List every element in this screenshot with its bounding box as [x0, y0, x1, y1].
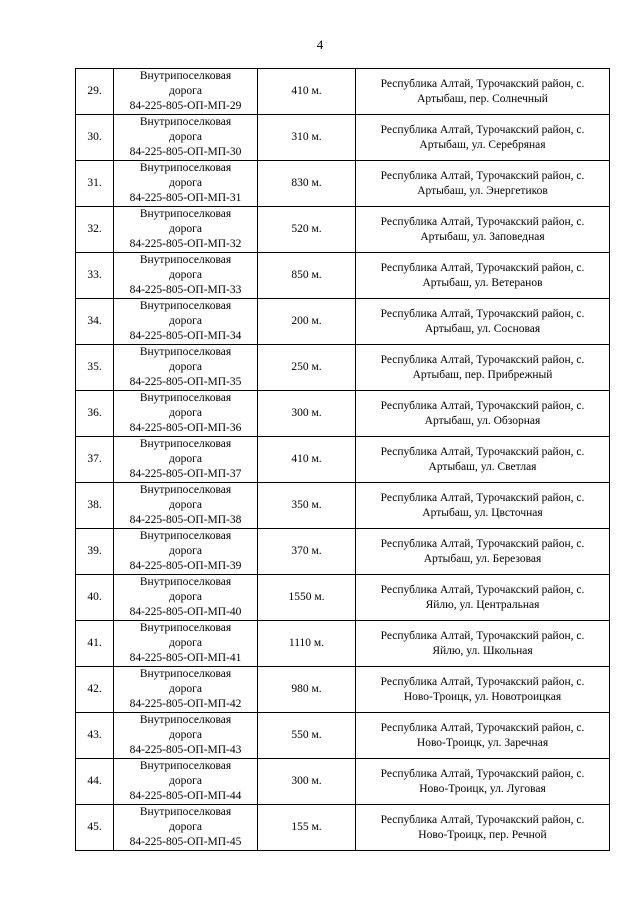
- table-row: [76, 483, 610, 529]
- road-code: 84-225-805-ОП-МП-36: [129, 422, 242, 434]
- table-row: [76, 713, 610, 759]
- road-address-cell: [356, 667, 610, 713]
- table-row: [76, 575, 610, 621]
- road-name-cell: [114, 299, 258, 345]
- row-number: 29.: [76, 69, 114, 115]
- road-length: 350 м.: [258, 483, 356, 529]
- address-line-1: Республика Алтай, Турочакский район, с.: [380, 307, 585, 320]
- road-length: 1110 м.: [258, 621, 356, 667]
- address-line-1: Республика Алтай, Турочакский район, с.: [380, 77, 585, 90]
- road-name-cell: [114, 529, 258, 575]
- table-row: [76, 299, 610, 345]
- address-line-1: Республика Алтай, Турочакский район, с.: [380, 261, 585, 274]
- table-row: [76, 621, 610, 667]
- road-length: 300 м.: [258, 759, 356, 805]
- road-code: 84-225-805-ОП-МП-44: [129, 790, 242, 802]
- road-type: Внутрипоселковая: [139, 70, 232, 82]
- road-code: 84-225-805-ОП-МП-37: [129, 468, 242, 480]
- road-code: 84-225-805-ОП-МП-45: [129, 836, 242, 848]
- road-type: Внутрипоселковая: [139, 254, 232, 266]
- road-name-cell: [114, 345, 258, 391]
- address-line-2: Яйлю, ул. Центральная: [425, 598, 540, 611]
- row-number: 41.: [76, 621, 114, 667]
- address-line-2: Артыбаш, ул. Серебряная: [419, 138, 546, 151]
- road-code: 84-225-805-ОП-МП-30: [129, 146, 242, 158]
- road-type: Внутрипоселковая: [139, 116, 232, 128]
- road-word: дорога: [169, 775, 202, 787]
- road-word: дорога: [169, 269, 202, 281]
- road-name-cell: [114, 115, 258, 161]
- row-number: 30.: [76, 115, 114, 161]
- road-address-cell: [356, 345, 610, 391]
- road-word: дорога: [169, 637, 202, 649]
- road-type: Внутрипоселковая: [139, 806, 232, 818]
- address-line-1: Республика Алтай, Турочакский район, с.: [380, 491, 585, 504]
- road-name-cell: [114, 713, 258, 759]
- road-length: 155 м.: [258, 805, 356, 851]
- row-number: 33.: [76, 253, 114, 299]
- road-length: 410 м.: [258, 437, 356, 483]
- road-word: дорога: [169, 821, 202, 833]
- address-line-1: Республика Алтай, Турочакский район, с.: [380, 399, 585, 412]
- table-row: [76, 437, 610, 483]
- row-number: 44.: [76, 759, 114, 805]
- address-line-2: Артыбаш, ул. Светлая: [428, 460, 537, 473]
- road-address-cell: [356, 437, 610, 483]
- row-number: 37.: [76, 437, 114, 483]
- row-number: 36.: [76, 391, 114, 437]
- row-number: 45.: [76, 805, 114, 851]
- address-line-1: Республика Алтай, Турочакский район, с.: [380, 767, 585, 780]
- row-number: 43.: [76, 713, 114, 759]
- road-word: дорога: [169, 407, 202, 419]
- address-line-2: Артыбаш, ул. Березовая: [423, 552, 542, 565]
- address-line-2: Артыбаш, ул. Сосновая: [424, 322, 541, 335]
- row-number: 38.: [76, 483, 114, 529]
- road-length: 550 м.: [258, 713, 356, 759]
- road-type: Внутрипоселковая: [139, 760, 232, 772]
- road-address-cell: [356, 529, 610, 575]
- table-row: [76, 759, 610, 805]
- road-code: 84-225-805-ОП-МП-31: [129, 192, 242, 204]
- road-code: 84-225-805-ОП-МП-40: [129, 606, 242, 618]
- address-line-1: Республика Алтай, Турочакский район, с.: [380, 169, 585, 182]
- road-type: Внутрипоселковая: [139, 714, 232, 726]
- table-row: [76, 805, 610, 851]
- road-name-cell: [114, 805, 258, 851]
- address-line-2: Артыбаш, ул. Цвсточная: [422, 506, 543, 519]
- road-word: дорога: [169, 131, 202, 143]
- road-length: 200 м.: [258, 299, 356, 345]
- road-address-cell: [356, 621, 610, 667]
- road-length: 410 м.: [258, 69, 356, 115]
- table-row: [76, 115, 610, 161]
- row-number: 34.: [76, 299, 114, 345]
- road-name-cell: [114, 161, 258, 207]
- road-address-cell: [356, 575, 610, 621]
- address-line-2: Ново-Троицк, ул. Луговая: [419, 782, 546, 795]
- road-length: 370 м.: [258, 529, 356, 575]
- road-code: 84-225-805-ОП-МП-34: [129, 330, 242, 342]
- table-row: [76, 253, 610, 299]
- road-length: 850 м.: [258, 253, 356, 299]
- road-word: дорога: [169, 453, 202, 465]
- road-address-cell: [356, 207, 610, 253]
- road-code: 84-225-805-ОП-МП-43: [129, 744, 242, 756]
- table-row: [76, 391, 610, 437]
- address-line-2: Артыбаш, ул. Обзорная: [424, 414, 541, 427]
- road-type: Внутрипоселковая: [139, 438, 232, 450]
- address-line-1: Республика Алтай, Турочакский район, с.: [380, 813, 585, 826]
- address-line-1: Республика Алтай, Турочакский район, с.: [380, 123, 585, 136]
- road-address-cell: [356, 253, 610, 299]
- address-line-1: Республика Алтай, Турочакский район, с.: [380, 537, 585, 550]
- row-number: 40.: [76, 575, 114, 621]
- address-line-2: Ново-Троицк, ул. Новотроицкая: [403, 690, 562, 703]
- table-row: [76, 69, 610, 115]
- road-code: 84-225-805-ОП-МП-42: [129, 698, 242, 710]
- road-name-cell: [114, 437, 258, 483]
- road-code: 84-225-805-ОП-МП-35: [129, 376, 242, 388]
- address-line-1: Республика Алтай, Турочакский район, с.: [380, 215, 585, 228]
- row-number: 39.: [76, 529, 114, 575]
- road-code: 84-225-805-ОП-МП-41: [129, 652, 242, 664]
- road-name-cell: [114, 207, 258, 253]
- address-line-2: Ново-Троицк, пер. Речной: [418, 828, 547, 841]
- road-word: дорога: [169, 591, 202, 603]
- road-word: дорога: [169, 85, 202, 97]
- road-address-cell: [356, 69, 610, 115]
- road-code: 84-225-805-ОП-МП-39: [129, 560, 242, 572]
- address-line-1: Республика Алтай, Турочакский район, с.: [380, 675, 585, 688]
- road-code: 84-225-805-ОП-МП-33: [129, 284, 242, 296]
- table-row: [76, 529, 610, 575]
- page-number: 4: [316, 37, 324, 52]
- road-length: 250 м.: [258, 345, 356, 391]
- road-name-cell: [114, 759, 258, 805]
- road-name-cell: [114, 253, 258, 299]
- address-line-2: Артыбаш, ул. Заповедная: [420, 230, 545, 243]
- road-length: 830 м.: [258, 161, 356, 207]
- address-line-2: Ново-Троицк, ул. Заречная: [416, 736, 549, 749]
- road-address-cell: [356, 299, 610, 345]
- address-line-2: Артыбаш, ул. Ветеранов: [422, 276, 543, 289]
- road-word: дорога: [169, 315, 202, 327]
- road-address-cell: [356, 759, 610, 805]
- road-type: Внутрипоселковая: [139, 208, 232, 220]
- road-code: 84-225-805-ОП-МП-32: [129, 238, 242, 250]
- address-line-1: Республика Алтай, Турочакский район, с.: [380, 445, 585, 458]
- road-word: дорога: [169, 177, 202, 189]
- table-row: [76, 667, 610, 713]
- road-word: дорога: [169, 223, 202, 235]
- row-number: 35.: [76, 345, 114, 391]
- road-word: дорога: [169, 545, 202, 557]
- road-word: дорога: [169, 729, 202, 741]
- road-name-cell: [114, 621, 258, 667]
- road-type: Внутрипоселковая: [139, 622, 232, 634]
- table-row: [76, 161, 610, 207]
- road-type: Внутрипоселковая: [139, 300, 232, 312]
- road-name-cell: [114, 575, 258, 621]
- road-type: Внутрипоселковая: [139, 576, 232, 588]
- road-name-cell: [114, 69, 258, 115]
- road-address-cell: [356, 713, 610, 759]
- road-word: дорога: [169, 499, 202, 511]
- row-number: 42.: [76, 667, 114, 713]
- road-name-cell: [114, 391, 258, 437]
- road-length: 310 м.: [258, 115, 356, 161]
- row-number: 32.: [76, 207, 114, 253]
- address-line-2: Артыбаш, пер. Прибрежный: [412, 368, 553, 381]
- road-address-cell: [356, 115, 610, 161]
- road-address-cell: [356, 483, 610, 529]
- address-line-1: Республика Алтай, Турочакский район, с.: [380, 583, 585, 596]
- road-type: Внутрипоселковая: [139, 484, 232, 496]
- row-number: 31.: [76, 161, 114, 207]
- address-line-2: Артыбаш, ул. Энергетиков: [417, 184, 548, 197]
- road-name-cell: [114, 483, 258, 529]
- road-name-cell: [114, 667, 258, 713]
- road-type: Внутрипоселковая: [139, 530, 232, 542]
- road-word: дорога: [169, 361, 202, 373]
- road-type: Внутрипоселковая: [139, 346, 232, 358]
- road-type: Внутрипоселковая: [139, 668, 232, 680]
- road-code: 84-225-805-ОП-МП-38: [129, 514, 242, 526]
- road-type: Внутрипоселковая: [139, 162, 232, 174]
- road-address-cell: [356, 161, 610, 207]
- table-row: [76, 345, 610, 391]
- road-address-cell: [356, 391, 610, 437]
- address-line-2: Яйлю, ул. Школьная: [432, 644, 533, 657]
- road-length: 520 м.: [258, 207, 356, 253]
- address-line-2: Артыбаш, пер. Солнечный: [417, 92, 548, 105]
- road-address-cell: [356, 805, 610, 851]
- road-word: дорога: [169, 683, 202, 695]
- address-line-1: Республика Алтай, Турочакский район, с.: [380, 353, 585, 366]
- address-line-1: Республика Алтай, Турочакский район, с.: [380, 629, 585, 642]
- roads-table: [75, 68, 610, 851]
- table-row: [76, 207, 610, 253]
- road-length: 980 м.: [258, 667, 356, 713]
- road-length: 1550 м.: [258, 575, 356, 621]
- road-code: 84-225-805-ОП-МП-29: [129, 100, 242, 112]
- roads-table-body: [76, 69, 610, 851]
- road-length: 300 м.: [258, 391, 356, 437]
- road-type: Внутрипоселковая: [139, 392, 232, 404]
- address-line-1: Республика Алтай, Турочакский район, с.: [380, 721, 585, 734]
